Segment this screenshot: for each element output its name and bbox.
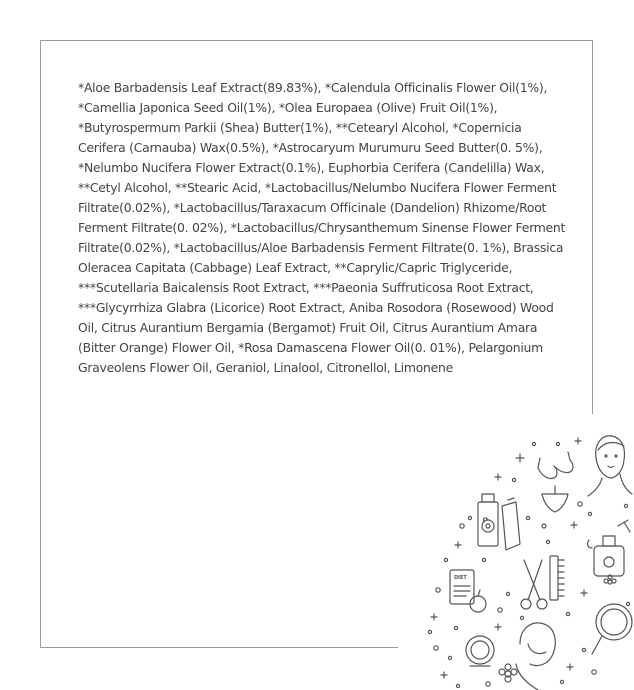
perfume-bottle-icon bbox=[588, 520, 630, 576]
comb-icon bbox=[550, 556, 564, 600]
ingredients-list: *Aloe Barbadensis Leaf Extract(89.83%), *Calendula Officinalis Flower Oil(1%), *Camellia Japonica Seed Oil(1%), *Olea Europaea (Olive) Fruit Oil(1%), *Butyrospermum Parkii (Shea) Butter(1%), **Cetearyl Alcohol, *Copernicia Cerifera (Carnauba) Wax(0.5%), *Astrocaryum Murumuru Seed Butter(0. 5%), *Nelumbo Nucifera Flower Extract(0.1%), Euphorbia Cerifera (Candelilla) Wax, **Cetyl Alcohol, **Stearic Acid, *Lactobacillus/Nelumbo Nucifera Flower Ferment Filtrate(0.02%), *Lactobacillus/Taraxacum Officinale (Dandelion) Rhizome/Root Ferment Filtrate(0. 02%), *Lactobacillus/Chrysanthemum Sinense Flower Ferment Filtrate(0.02%), *Lactobacillus/Aloe Barbadensis Ferment Filtrate(0. 1%), Brassica Oleracea Capitata (Cabbage) Leaf Extract, **Caprylic/Capric Triglyceride, ***Scutellaria Baicalensis Root Extract, ***Paeonia Suffruticosa Root Extract, ***Glycyrrhiza Glabra (Licorice) Root Extract, Aniba Rosodora (Rosewood) Wood Oil, Citrus Aurantium Bergamia (Bergamot) Fruit Oil, Citrus Aurantium Amara (Bitter Orange) Flower Oil, *Rosa Damascena Flower Oil(0. 01%), Pelargonium Graveolens Flower Oil, Geraniol, Linalool, Citronellol, Limonene bbox=[78, 80, 566, 375]
bikini-icon bbox=[538, 452, 573, 512]
beauty-icons-decoration bbox=[398, 414, 634, 690]
cream-tube-icon bbox=[478, 494, 520, 550]
diet-label: DIET bbox=[454, 575, 467, 581]
woman-face-icon bbox=[588, 436, 632, 496]
compact-mirror-icon bbox=[466, 636, 494, 666]
sparkle-icon bbox=[428, 438, 629, 688]
woman-profile-icon bbox=[516, 623, 555, 690]
scissors-icon bbox=[521, 560, 547, 609]
diet-clipboard-icon bbox=[450, 570, 486, 612]
hand-mirror-icon bbox=[592, 604, 632, 654]
